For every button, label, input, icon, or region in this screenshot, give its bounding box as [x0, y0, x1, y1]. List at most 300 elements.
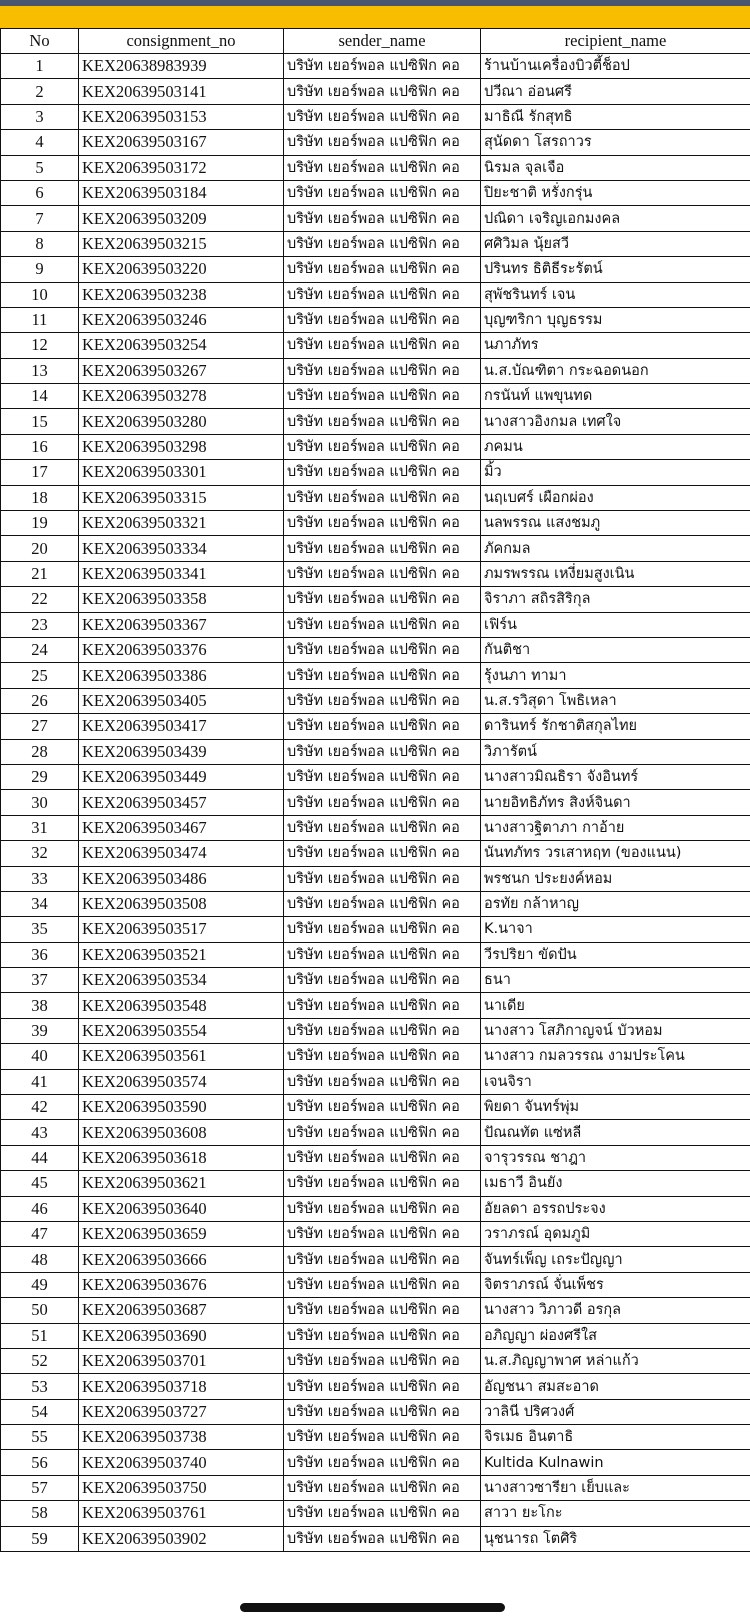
table-row: [1, 790, 750, 815]
row-no: 53: [1, 1374, 79, 1399]
row-no: 8: [1, 231, 79, 256]
recipient-name: มิ้ว: [481, 460, 750, 485]
recipient-name: เฟิร์น: [481, 612, 750, 637]
table-row: [1, 409, 750, 434]
table-row: [1, 1069, 750, 1094]
consignment-no: KEX20639503246: [79, 307, 284, 332]
row-no: 47: [1, 1221, 79, 1246]
recipient-name: นางสาว กมลวรรณ งามประโคน: [481, 1044, 750, 1069]
recipient-name: อรทัย กล้าหาญ: [481, 891, 750, 916]
sender-name: บริษัท เยอร์พอล แปซิฟิก คอ: [284, 917, 481, 942]
table-row: [1, 815, 750, 840]
consignment-no: KEX20639503184: [79, 180, 284, 205]
table-row: [1, 993, 750, 1018]
table-row: [1, 1348, 750, 1373]
table-row: [1, 714, 750, 739]
sender-name: บริษัท เยอร์พอล แปซิฟิก คอ: [284, 1450, 481, 1475]
recipient-name: ปรินทร ธิติธีระรัตน์: [481, 257, 750, 282]
sender-name: บริษัท เยอร์พอล แปซิฟิก คอ: [284, 1323, 481, 1348]
consignment-no: KEX20639503301: [79, 460, 284, 485]
row-no: 11: [1, 307, 79, 332]
sender-name: บริษัท เยอร์พอล แปซิฟิก คอ: [284, 79, 481, 104]
recipient-name: ธนา: [481, 968, 750, 993]
sender-name: บริษัท เยอร์พอล แปซิฟิก คอ: [284, 968, 481, 993]
sender-name: บริษัท เยอร์พอล แปซิฟิก คอ: [284, 384, 481, 409]
row-no: 19: [1, 511, 79, 536]
recipient-name: ปัณณทัต แซ่หลี: [481, 1120, 750, 1145]
row-no: 59: [1, 1526, 79, 1551]
sender-name: บริษัท เยอร์พอล แปซิฟิก คอ: [284, 993, 481, 1018]
row-no: 7: [1, 206, 79, 231]
row-no: 14: [1, 384, 79, 409]
sender-name: บริษัท เยอร์พอล แปซิฟิก คอ: [284, 307, 481, 332]
row-no: 51: [1, 1323, 79, 1348]
row-no: 17: [1, 460, 79, 485]
row-no: 45: [1, 1171, 79, 1196]
consignment-no: KEX20639503534: [79, 968, 284, 993]
sender-name: บริษัท เยอร์พอล แปซิฟิก คอ: [284, 180, 481, 205]
consignment-no: KEX20639503457: [79, 790, 284, 815]
row-no: 31: [1, 815, 79, 840]
consignment-no: KEX20639503740: [79, 1450, 284, 1475]
consignment-no: KEX20639503666: [79, 1247, 284, 1272]
row-no: 30: [1, 790, 79, 815]
consignment-no: KEX20639503561: [79, 1044, 284, 1069]
table-row: [1, 206, 750, 231]
row-no: 20: [1, 536, 79, 561]
sender-name: บริษัท เยอร์พอล แปซิฟิก คอ: [284, 130, 481, 155]
consignment-no: KEX20639503267: [79, 358, 284, 383]
table-row: [1, 282, 750, 307]
sender-name: บริษัท เยอร์พอล แปซิฟิก คอ: [284, 1069, 481, 1094]
consignment-no: KEX20639503659: [79, 1221, 284, 1246]
table-row: [1, 1298, 750, 1323]
sender-name: บริษัท เยอร์พอล แปซิฟิก คอ: [284, 231, 481, 256]
table-row: [1, 54, 750, 79]
header-band: [0, 6, 750, 28]
header-recipient-name: recipient_name: [481, 29, 750, 54]
consignment-no: KEX20639503902: [79, 1526, 284, 1551]
table-row: [1, 1475, 750, 1500]
table-row: [1, 485, 750, 510]
sender-name: บริษัท เยอร์พอล แปซิฟิก คอ: [284, 206, 481, 231]
row-no: 36: [1, 942, 79, 967]
row-no: 49: [1, 1272, 79, 1297]
table-row: [1, 180, 750, 205]
recipient-name: วีรปริยา ขัดปัน: [481, 942, 750, 967]
table-row: [1, 637, 750, 662]
recipient-name: กันติชา: [481, 637, 750, 662]
consignment-no: KEX20639503718: [79, 1374, 284, 1399]
sender-name: บริษัท เยอร์พอล แปซิฟิก คอ: [284, 1247, 481, 1272]
recipient-name: มาธิณี รักสุทธิ: [481, 104, 750, 129]
recipient-name: น.ส.ภิญญาพาศ หล่าแก้ว: [481, 1348, 750, 1373]
table-row: [1, 1247, 750, 1272]
sender-name: บริษัท เยอร์พอล แปซิฟิก คอ: [284, 612, 481, 637]
row-no: 56: [1, 1450, 79, 1475]
sender-name: บริษัท เยอร์พอล แปซิฟิก คอ: [284, 1171, 481, 1196]
table-header-row: [1, 29, 750, 54]
consignment-no: KEX20639503334: [79, 536, 284, 561]
sender-name: บริษัท เยอร์พอล แปซิฟิก คอ: [284, 815, 481, 840]
recipient-name: ภมรพรรณ เหงี่ยมสูงเนิน: [481, 561, 750, 586]
consignment-no: KEX20639503209: [79, 206, 284, 231]
consignment-no: KEX20639503278: [79, 384, 284, 409]
recipient-name: กรนันท์ แพขุนทด: [481, 384, 750, 409]
recipient-name: วาลินี ปริศวงศ์: [481, 1399, 750, 1424]
recipient-name: พรชนก ประยงค์หอม: [481, 866, 750, 891]
recipient-name: นาเดีย: [481, 993, 750, 1018]
recipient-name: บุญฑริกา บุญธรรม: [481, 307, 750, 332]
recipient-name: นิรมล จุลเจือ: [481, 155, 750, 180]
sender-name: บริษัท เยอร์พอล แปซิฟิก คอ: [284, 1298, 481, 1323]
recipient-name: นุชนารถ โตศิริ: [481, 1526, 750, 1551]
recipient-name: นางสาว วิภาวดี อรกุล: [481, 1298, 750, 1323]
row-no: 52: [1, 1348, 79, 1373]
recipient-name: จิราภา สถิรสิริกุล: [481, 587, 750, 612]
sender-name: บริษัท เยอร์พอล แปซิฟิก คอ: [284, 739, 481, 764]
table-row: [1, 891, 750, 916]
recipient-name: พิยดา จันทร์พุ่ม: [481, 1095, 750, 1120]
sender-name: บริษัท เยอร์พอล แปซิฟิก คอ: [284, 333, 481, 358]
table-row: [1, 1425, 750, 1450]
table-row: [1, 1196, 750, 1221]
consignment-no: KEX20639503517: [79, 917, 284, 942]
recipient-name: จิตราภรณ์ จั่นเพ็ชร: [481, 1272, 750, 1297]
table-row: [1, 688, 750, 713]
table-row: [1, 79, 750, 104]
row-no: 2: [1, 79, 79, 104]
recipient-name: K.นาจา: [481, 917, 750, 942]
recipient-name: ร้านบ้านเครื่องบิวตี้ช็อป: [481, 54, 750, 79]
row-no: 29: [1, 764, 79, 789]
recipient-name: เมธาวี อินยัง: [481, 1171, 750, 1196]
consignment-no: KEX20639503141: [79, 79, 284, 104]
sender-name: บริษัท เยอร์พอล แปซิฟิก คอ: [284, 155, 481, 180]
sender-name: บริษัท เยอร์พอล แปซิฟิก คอ: [284, 54, 481, 79]
consignment-no: KEX20639503761: [79, 1501, 284, 1526]
sender-name: บริษัท เยอร์พอล แปซิฟิก คอ: [284, 688, 481, 713]
consignment-no: KEX20639503220: [79, 257, 284, 282]
row-no: 6: [1, 180, 79, 205]
table-row: [1, 917, 750, 942]
sender-name: บริษัท เยอร์พอล แปซิฟิก คอ: [284, 104, 481, 129]
consignment-no: KEX20638983939: [79, 54, 284, 79]
table-row: [1, 1120, 750, 1145]
recipient-name: นฤเบศร์ เผือกผ่อง: [481, 485, 750, 510]
sender-name: บริษัท เยอร์พอล แปซิฟิก คอ: [284, 511, 481, 536]
row-no: 43: [1, 1120, 79, 1145]
consignment-no: KEX20639503701: [79, 1348, 284, 1373]
recipient-name: จิรเมธ อินตาธิ: [481, 1425, 750, 1450]
consignment-no: KEX20639503621: [79, 1171, 284, 1196]
consignment-no: KEX20639503687: [79, 1298, 284, 1323]
header-no: No: [1, 29, 79, 54]
home-indicator[interactable]: [240, 1603, 505, 1612]
row-no: 13: [1, 358, 79, 383]
row-no: 48: [1, 1247, 79, 1272]
table-row: [1, 307, 750, 332]
recipient-name: นภาภัทร: [481, 333, 750, 358]
recipient-name: ดารินทร์ รักชาติสกุลไทย: [481, 714, 750, 739]
row-no: 42: [1, 1095, 79, 1120]
recipient-name: ภัคกมล: [481, 536, 750, 561]
consignment-no: KEX20639503676: [79, 1272, 284, 1297]
recipient-name: สาวา ยะโกะ: [481, 1501, 750, 1526]
recipient-name: วิภารัตน์: [481, 739, 750, 764]
consignment-no: KEX20639503376: [79, 637, 284, 662]
sender-name: บริษัท เยอร์พอล แปซิฟิก คอ: [284, 1399, 481, 1424]
consignment-no: KEX20639503172: [79, 155, 284, 180]
consignment-no: KEX20639503590: [79, 1095, 284, 1120]
sender-name: บริษัท เยอร์พอล แปซิฟิก คอ: [284, 1095, 481, 1120]
sender-name: บริษัท เยอร์พอล แปซิฟิก คอ: [284, 409, 481, 434]
consignment-no: KEX20639503449: [79, 764, 284, 789]
table-row: [1, 1501, 750, 1526]
sender-name: บริษัท เยอร์พอล แปซิฟิก คอ: [284, 1044, 481, 1069]
consignment-no: KEX20639503167: [79, 130, 284, 155]
recipient-name: สุนัดดา โสรถาวร: [481, 130, 750, 155]
row-no: 41: [1, 1069, 79, 1094]
row-no: 12: [1, 333, 79, 358]
row-no: 37: [1, 968, 79, 993]
row-no: 5: [1, 155, 79, 180]
recipient-name: นางสาวฐิตาภา กาอ้าย: [481, 815, 750, 840]
sender-name: บริษัท เยอร์พอล แปซิฟิก คอ: [284, 485, 481, 510]
header-sender-name: sender_name: [284, 29, 481, 54]
recipient-name: จารุวรรณ ชาฎา: [481, 1145, 750, 1170]
row-no: 27: [1, 714, 79, 739]
recipient-name: นางสาวซารียา เย็บและ: [481, 1475, 750, 1500]
consignment-no: KEX20639503153: [79, 104, 284, 129]
table-row: [1, 231, 750, 256]
table-row: [1, 434, 750, 459]
consignment-no: KEX20639503405: [79, 688, 284, 713]
recipient-name: จันทร์เพ็ญ เถระปัญญา: [481, 1247, 750, 1272]
consignment-no: KEX20639503215: [79, 231, 284, 256]
table-row: [1, 1171, 750, 1196]
row-no: 40: [1, 1044, 79, 1069]
table-row: [1, 257, 750, 282]
recipient-name: นันทภัทร วรเสาหฤท (ของแนน): [481, 841, 750, 866]
consignment-no: KEX20639503618: [79, 1145, 284, 1170]
row-no: 28: [1, 739, 79, 764]
consignment-no: KEX20639503254: [79, 333, 284, 358]
recipient-name: นางสาว โสภิกาญจน์ บัวหอม: [481, 1018, 750, 1043]
consignment-no: KEX20639503486: [79, 866, 284, 891]
sender-name: บริษัท เยอร์พอล แปซิฟิก คอ: [284, 1221, 481, 1246]
sender-name: บริษัท เยอร์พอล แปซิฟิก คอ: [284, 282, 481, 307]
table-row: [1, 739, 750, 764]
table-row: [1, 1450, 750, 1475]
recipient-name: อัยลดา อรรถประจง: [481, 1196, 750, 1221]
consignment-no: KEX20639503640: [79, 1196, 284, 1221]
table-row: [1, 968, 750, 993]
consignment-no: KEX20639503439: [79, 739, 284, 764]
table-row: [1, 1044, 750, 1069]
row-no: 9: [1, 257, 79, 282]
consignment-no: KEX20639503521: [79, 942, 284, 967]
row-no: 44: [1, 1145, 79, 1170]
table-row: [1, 663, 750, 688]
sender-name: บริษัท เยอร์พอล แปซิฟิก คอ: [284, 1272, 481, 1297]
recipient-name: นายอิทธิภัทร สิงห์จินดา: [481, 790, 750, 815]
row-no: 26: [1, 688, 79, 713]
table-row: [1, 612, 750, 637]
consignment-no: KEX20639503467: [79, 815, 284, 840]
row-no: 25: [1, 663, 79, 688]
table-row: [1, 764, 750, 789]
sender-name: บริษัท เยอร์พอล แปซิฟิก คอ: [284, 434, 481, 459]
row-no: 3: [1, 104, 79, 129]
recipient-name: นางสาวอิงกมล เทศใจ: [481, 409, 750, 434]
row-no: 58: [1, 1501, 79, 1526]
sender-name: บริษัท เยอร์พอล แปซิฟิก คอ: [284, 536, 481, 561]
sender-name: บริษัท เยอร์พอล แปซิฟิก คอ: [284, 866, 481, 891]
row-no: 55: [1, 1425, 79, 1450]
table-row: [1, 511, 750, 536]
consignment-no: KEX20639503727: [79, 1399, 284, 1424]
row-no: 23: [1, 612, 79, 637]
table-row: [1, 1018, 750, 1043]
recipient-name: ศศิวิมล นุ้ยสวี: [481, 231, 750, 256]
row-no: 33: [1, 866, 79, 891]
consignment-no: KEX20639503298: [79, 434, 284, 459]
sender-name: บริษัท เยอร์พอล แปซิฟิก คอ: [284, 1120, 481, 1145]
consignment-no: KEX20639503238: [79, 282, 284, 307]
row-no: 4: [1, 130, 79, 155]
sender-name: บริษัท เยอร์พอล แปซิฟิก คอ: [284, 891, 481, 916]
consignment-no: KEX20639503608: [79, 1120, 284, 1145]
consignment-no: KEX20639503738: [79, 1425, 284, 1450]
recipient-name: วราภรณ์ อุดมภูมิ: [481, 1221, 750, 1246]
sender-name: บริษัท เยอร์พอล แปซิฟิก คอ: [284, 1475, 481, 1500]
recipient-name: อัญชนา สมสะอาด: [481, 1374, 750, 1399]
row-no: 50: [1, 1298, 79, 1323]
sender-name: บริษัท เยอร์พอล แปซิฟิก คอ: [284, 1501, 481, 1526]
sender-name: บริษัท เยอร์พอล แปซิฟิก คอ: [284, 1526, 481, 1551]
consignment-no: KEX20639503750: [79, 1475, 284, 1500]
consignment-no: KEX20639503574: [79, 1069, 284, 1094]
sender-name: บริษัท เยอร์พอล แปซิฟิก คอ: [284, 790, 481, 815]
sender-name: บริษัท เยอร์พอล แปซิฟิก คอ: [284, 257, 481, 282]
consignment-no: KEX20639503690: [79, 1323, 284, 1348]
table-row: [1, 1221, 750, 1246]
sender-name: บริษัท เยอร์พอล แปซิฟิก คอ: [284, 1425, 481, 1450]
row-no: 22: [1, 587, 79, 612]
row-no: 18: [1, 485, 79, 510]
row-no: 38: [1, 993, 79, 1018]
row-no: 46: [1, 1196, 79, 1221]
table-row: [1, 1323, 750, 1348]
recipient-name: นลพรรณ แสงชมภู: [481, 511, 750, 536]
consignment-no: KEX20639503315: [79, 485, 284, 510]
table-row: [1, 841, 750, 866]
table-row: [1, 1095, 750, 1120]
sender-name: บริษัท เยอร์พอล แปซิฟิก คอ: [284, 1145, 481, 1170]
recipient-name: ปณิดา เจริญเอกมงคล: [481, 206, 750, 231]
row-no: 54: [1, 1399, 79, 1424]
row-no: 21: [1, 561, 79, 586]
consignment-no: KEX20639503280: [79, 409, 284, 434]
consignment-no: KEX20639503417: [79, 714, 284, 739]
row-no: 32: [1, 841, 79, 866]
table-row: [1, 333, 750, 358]
row-no: 1: [1, 54, 79, 79]
table-row: [1, 460, 750, 485]
consignment-no: KEX20639503341: [79, 561, 284, 586]
consignment-no: KEX20639503386: [79, 663, 284, 688]
row-no: 16: [1, 434, 79, 459]
sender-name: บริษัท เยอร์พอล แปซิฟิก คอ: [284, 561, 481, 586]
table-row: [1, 942, 750, 967]
table-row: [1, 1374, 750, 1399]
sender-name: บริษัท เยอร์พอล แปซิฟิก คอ: [284, 637, 481, 662]
table-row: [1, 866, 750, 891]
row-no: 24: [1, 637, 79, 662]
recipient-name: น.ส.บัณฑิตา กระฉอดนอก: [481, 358, 750, 383]
recipient-name: น.ส.รวิสุดา โพธิเหลา: [481, 688, 750, 713]
table-row: [1, 587, 750, 612]
table-row: [1, 1399, 750, 1424]
recipient-name: เจนจิรา: [481, 1069, 750, 1094]
recipient-name: Kultida Kulnawin: [481, 1450, 750, 1475]
recipient-name: ปวีณา อ่อนศรี: [481, 79, 750, 104]
sender-name: บริษัท เยอร์พอล แปซิฟิก คอ: [284, 1348, 481, 1373]
table-row: [1, 130, 750, 155]
sender-name: บริษัท เยอร์พอล แปซิฟิก คอ: [284, 714, 481, 739]
table-row: [1, 358, 750, 383]
recipient-name: อภิญญา ผ่องศรีใส: [481, 1323, 750, 1348]
table-row: [1, 1145, 750, 1170]
sender-name: บริษัท เยอร์พอล แปซิฟิก คอ: [284, 1018, 481, 1043]
header-consignment-no: consignment_no: [79, 29, 284, 54]
row-no: 39: [1, 1018, 79, 1043]
sender-name: บริษัท เยอร์พอล แปซิฟิก คอ: [284, 358, 481, 383]
row-no: 34: [1, 891, 79, 916]
table-row: [1, 155, 750, 180]
row-no: 10: [1, 282, 79, 307]
recipient-name: สุพัชรินทร์ เจน: [481, 282, 750, 307]
sender-name: บริษัท เยอร์พอล แปซิฟิก คอ: [284, 663, 481, 688]
sender-name: บริษัท เยอร์พอล แปซิฟิก คอ: [284, 942, 481, 967]
sender-name: บริษัท เยอร์พอล แปซิฟิก คอ: [284, 1196, 481, 1221]
consignment-no: KEX20639503321: [79, 511, 284, 536]
table-row: [1, 384, 750, 409]
consignment-no: KEX20639503554: [79, 1018, 284, 1043]
consignment-no: KEX20639503358: [79, 587, 284, 612]
consignment-table: [0, 28, 750, 1552]
recipient-name: ภคมน: [481, 434, 750, 459]
sender-name: บริษัท เยอร์พอล แปซิฟิก คอ: [284, 587, 481, 612]
row-no: 35: [1, 917, 79, 942]
row-no: 57: [1, 1475, 79, 1500]
sender-name: บริษัท เยอร์พอล แปซิฟิก คอ: [284, 1374, 481, 1399]
sender-name: บริษัท เยอร์พอล แปซิฟิก คอ: [284, 460, 481, 485]
consignment-no: KEX20639503474: [79, 841, 284, 866]
table-row: [1, 1526, 750, 1551]
recipient-name: รุ้งนภา ทามา: [481, 663, 750, 688]
table-row: [1, 536, 750, 561]
sender-name: บริษัท เยอร์พอล แปซิฟิก คอ: [284, 764, 481, 789]
recipient-name: ปิยะชาติ หรั่งกรุ่น: [481, 180, 750, 205]
consignment-no: KEX20639503367: [79, 612, 284, 637]
table-row: [1, 561, 750, 586]
recipient-name: นางสาวมิณธิรา จังอินทร์: [481, 764, 750, 789]
table-row: [1, 1272, 750, 1297]
table-row: [1, 104, 750, 129]
consignment-no: KEX20639503548: [79, 993, 284, 1018]
